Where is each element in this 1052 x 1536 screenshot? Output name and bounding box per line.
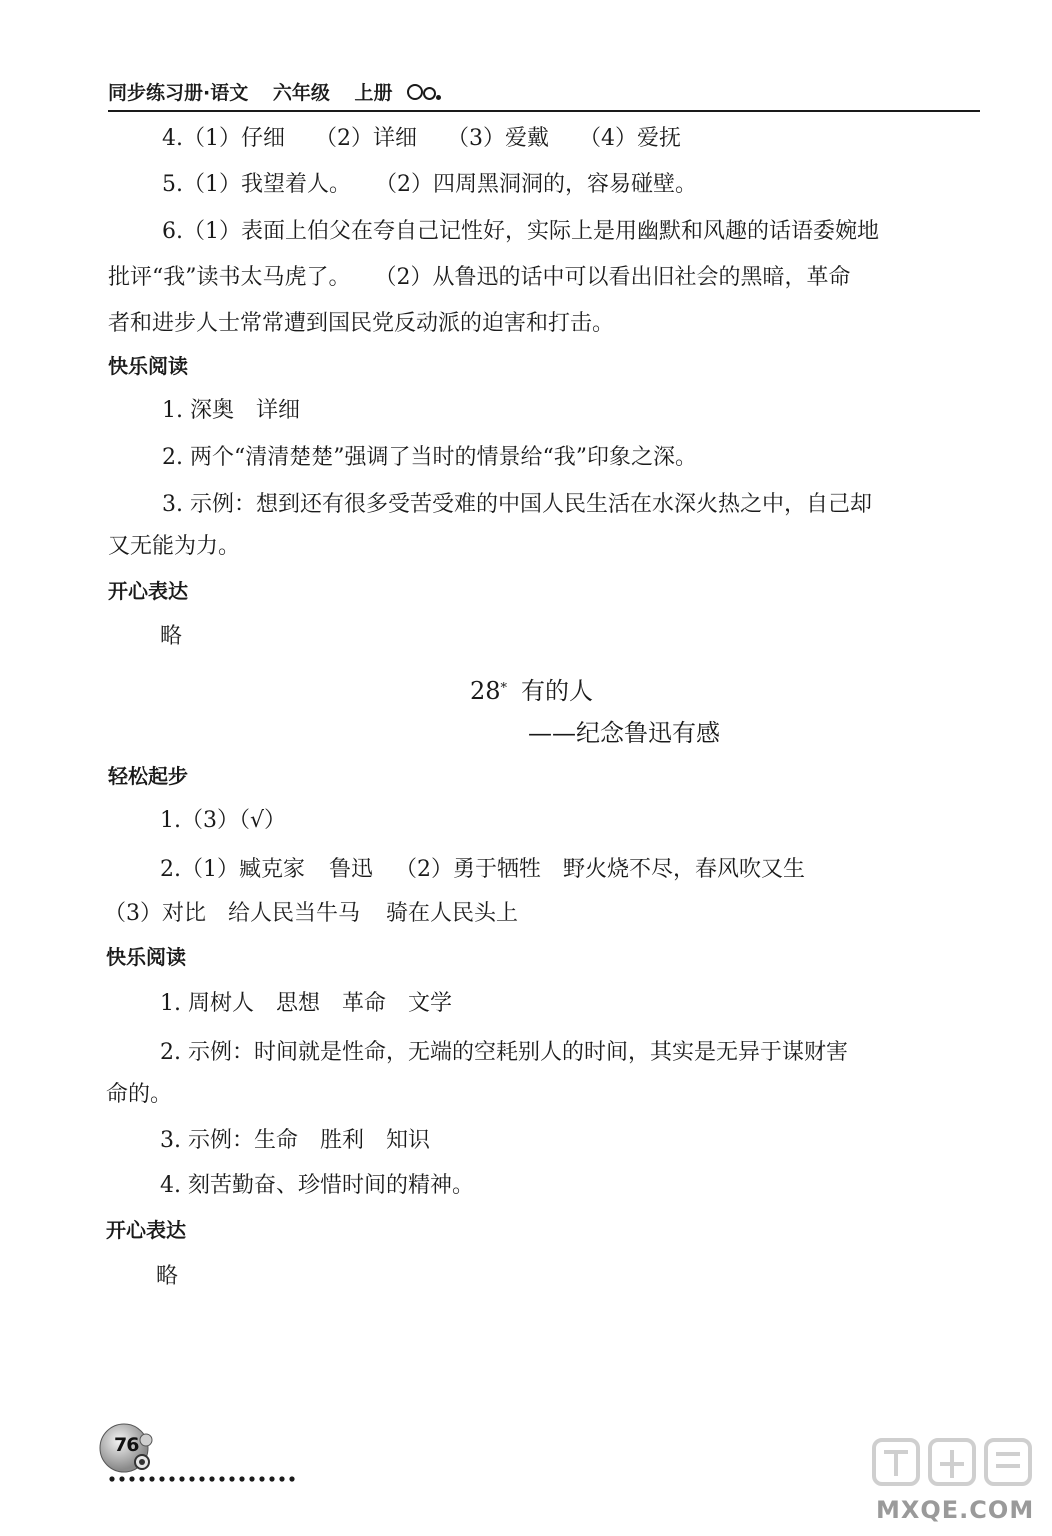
answer-q4: 4.（1）仔细 （2）详细 （3）爱戴 （4）爱抚 (162, 126, 681, 151)
answer-q6-line3: 者和进步人士常常遭到国民党反动派的迫害和打击。 (108, 311, 615, 336)
page-header (108, 80, 980, 112)
start-q1: 1.（3）（√） (160, 808, 287, 833)
start-q2-line1: 2.（1）臧克家 鲁迅 （2）勇于牺牲 野火烧不尽，春风吹又生 (160, 857, 806, 882)
book-title: 同步练习册·语文 (108, 82, 249, 104)
reading2-q2-line2: 命的。 (106, 1082, 173, 1107)
section-heading-reading: 快乐阅读 (108, 354, 188, 378)
reading2-q1: 1. 周树人 思想 革命 文学 (160, 991, 453, 1016)
reading2-q3: 3. 示例：生命 胜利 知识 (160, 1128, 431, 1153)
reading1-q3-line2: 又无能为力。 (108, 534, 241, 559)
watermark-text: MXQE.COM (876, 1496, 1035, 1524)
express1-answer: 略 (160, 624, 183, 649)
grade-label: 六年级 (272, 82, 330, 104)
reading2-q2-line1: 2. 示例：时间就是性命，无端的空耗别人的时间，其实是无异于谋财害 (160, 1040, 848, 1065)
footer-dotted-line-icon (108, 1474, 298, 1484)
lesson-subtitle: ——纪念鲁迅有感 (528, 719, 720, 747)
section-heading-start: 轻松起步 (108, 764, 188, 788)
section-heading-express: 开心表达 (108, 579, 188, 603)
lesson-title: 28* 有的人 (470, 677, 594, 705)
reading2-q4: 4. 刻苦勤奋、珍惜时间的精神。 (160, 1173, 474, 1198)
reading1-q1: 1. 深奥 详细 (162, 398, 300, 423)
reading1-q3-line1: 3. 示例：想到还有很多受苦受难的中国人民生活在水深火热之中，自己却 (162, 492, 872, 517)
header-circles-icon (407, 81, 441, 107)
reading1-q2: 2. 两个“清清楚楚”强调了当时的情景给“我”印象之深。 (162, 445, 697, 470)
section-heading-reading-2: 快乐阅读 (106, 945, 186, 969)
answer-q5: 5.（1）我望着人。 （2）四周黑洞洞的，容易碰壁。 (162, 172, 697, 197)
express2-answer: 略 (156, 1264, 179, 1289)
volume-label: 上册 (354, 82, 393, 104)
start-q2-line2: （3）对比 给人民当牛马 骑在人民头上 (104, 901, 519, 926)
page-number: 76 (114, 1434, 139, 1456)
section-heading-express-2: 开心表达 (106, 1218, 186, 1242)
answer-q6-line1: 6.（1）表面上伯父在夸自己记性好，实际上是用幽默和风趣的话语委婉地 (162, 219, 879, 244)
answer-q6-line2: 批评“我”读书太马虎了。 （2）从鲁迅的话中可以看出旧社会的黑暗，革命 (108, 265, 851, 290)
